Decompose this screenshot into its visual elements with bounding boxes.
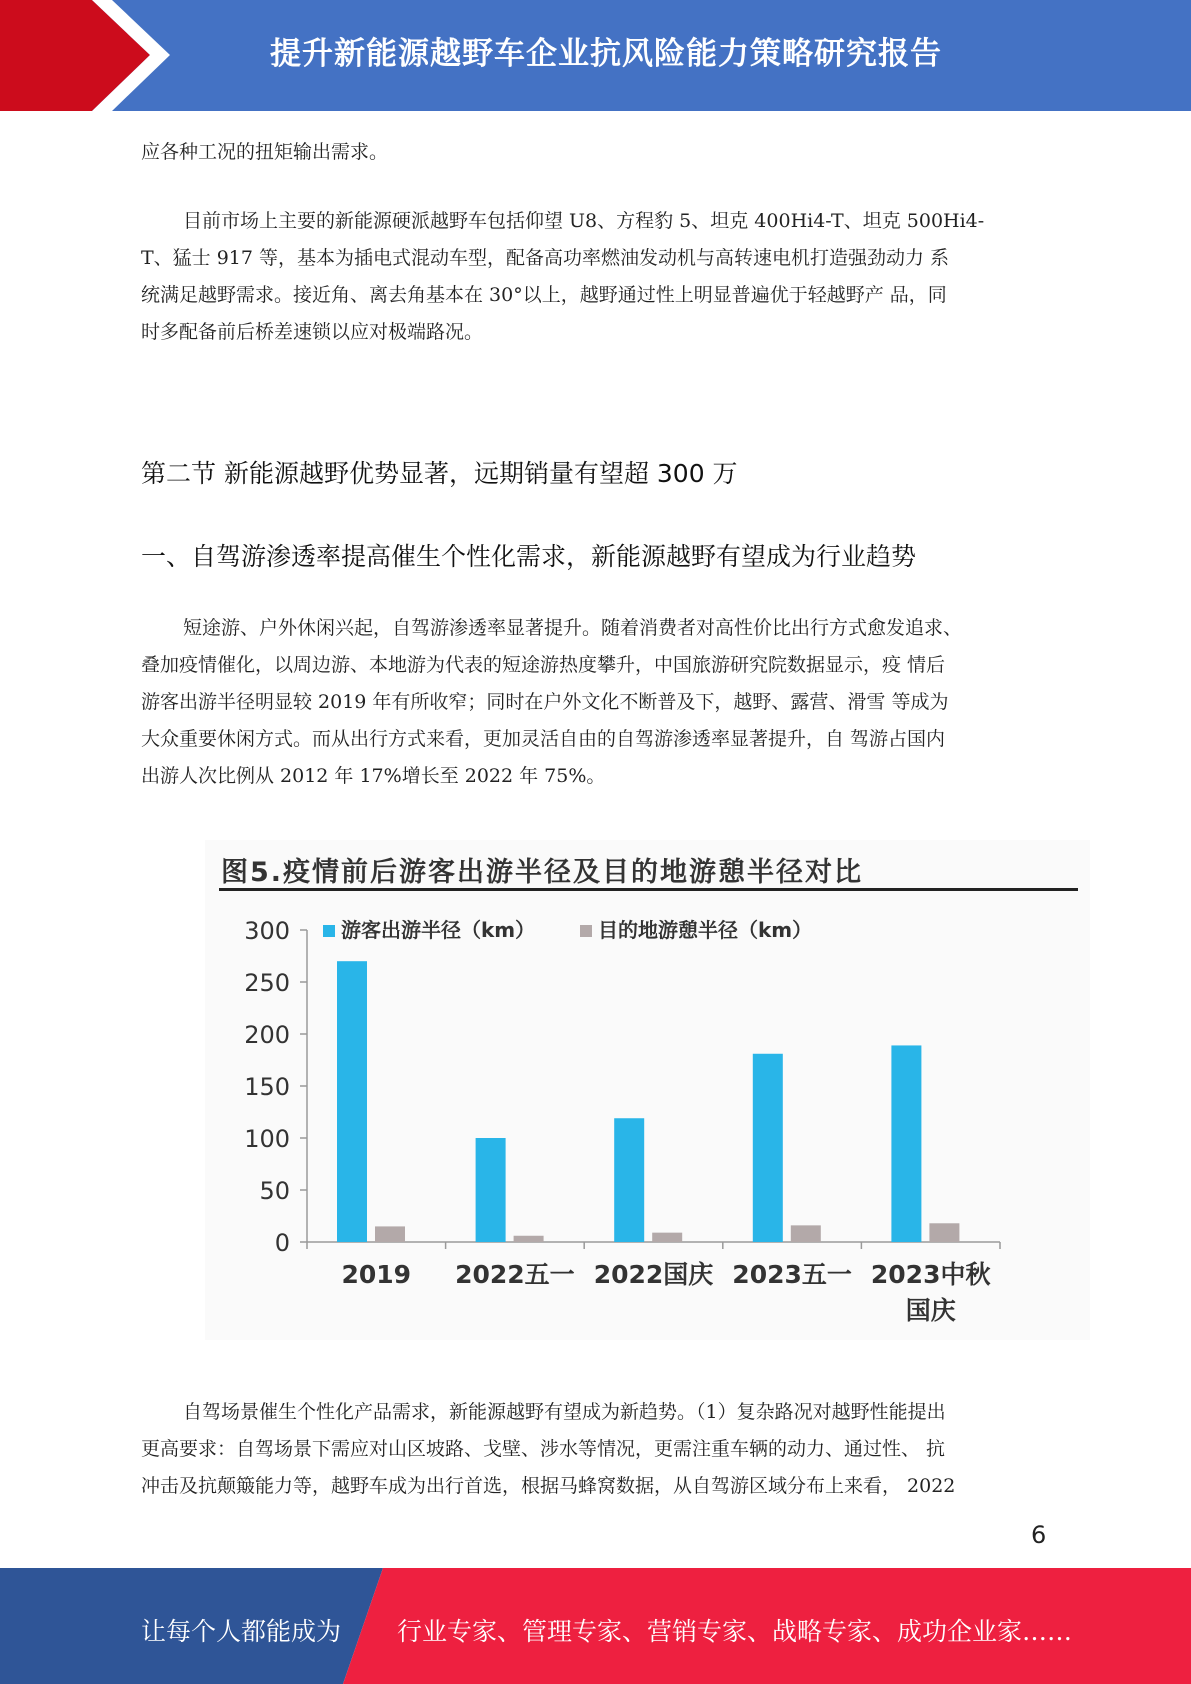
legend-label: 游客出游半径（km） — [341, 918, 536, 942]
bar-destination-radius — [791, 1225, 821, 1242]
paragraph-1: 应各种工况的扭矩输出需求。 — [141, 141, 389, 163]
x-tick-label: 2022五一 — [455, 1260, 575, 1289]
y-tick-label: 250 — [244, 969, 290, 997]
footer-slogan-left: 让每个人都能成为 — [141, 1617, 342, 1646]
page-number: 6 — [1031, 1521, 1047, 1549]
paragraph-3-line: 游客出游半径明显较 2019 年有所收窄；同时在户外文化不断普及下，越野、露营、滑雪 等成为 — [141, 691, 949, 713]
legend-swatch — [323, 925, 335, 937]
paragraph-4-line: 更高要求：自驾场景下需应对山区坡路、戈壁、涉水等情况，更需注重车辆的动力、通过性、 抗 — [141, 1438, 946, 1460]
paragraph-2-line: 时多配备前后桥差速锁以应对极端路况。 — [141, 321, 484, 343]
y-tick-label: 200 — [244, 1021, 290, 1049]
x-tick-label: 国庆 — [905, 1296, 956, 1325]
paragraph-3-line: 短途游、户外休闲兴起，自驾游渗透率显著提升。随着消费者对高性价比出行方式愈发追求、 — [183, 617, 963, 639]
y-tick-label: 0 — [274, 1229, 290, 1257]
bar-travel-radius — [891, 1045, 921, 1242]
y-tick-label: 300 — [244, 917, 290, 945]
x-tick-label: 2023中秋 — [870, 1260, 991, 1289]
bar-destination-radius — [929, 1223, 959, 1242]
bar-travel-radius — [753, 1054, 783, 1242]
paragraph-2-line: 目前市场上主要的新能源硬派越野车包括仰望 U8、方程豹 5、坦克 400Hi4-T、坦克 500Hi4- — [183, 210, 985, 232]
page-footer — [0, 1568, 1191, 1684]
paragraph-3 — [141, 610, 1041, 795]
paragraph-2-line: T、猛士 917 等，基本为插电式混动车型，配备高功率燃油发动机与高转速电机打造强劲动力 系 — [141, 247, 950, 269]
header-title: 提升新能源越野车企业抗风险能力策略研究报告 — [270, 36, 942, 72]
paragraph-4-line: 自驾场景催生个性化产品需求，新能源越野有望成为新趋势。（1）复杂路况对越野性能提出 — [183, 1401, 946, 1423]
paragraph-3-line: 叠加疫情催化，以周边游、本地游为代表的短途游热度攀升，中国旅游研究院数据显示，疫 情后 — [141, 654, 946, 676]
bar-travel-radius — [337, 961, 367, 1242]
bar-chart — [205, 840, 1090, 1340]
footer-slogan-right: 行业专家、管理专家、营销专家、战略专家、成功企业家…… — [397, 1617, 1073, 1646]
y-tick-label: 150 — [244, 1073, 290, 1101]
page-header — [0, 0, 1191, 111]
paragraph-2-line: 统满足越野需求。接近角、离去角基本在 30°以上，越野通过性上明显普遍优于轻越野产 品，同 — [141, 284, 947, 306]
x-tick-label: 2019 — [341, 1260, 412, 1289]
bar-destination-radius — [375, 1226, 405, 1242]
y-tick-label: 50 — [259, 1177, 290, 1205]
chart-figure — [205, 840, 1090, 1340]
x-tick-label: 2022国庆 — [593, 1260, 714, 1289]
paragraph-2 — [141, 203, 1041, 351]
paragraph-3-line: 出游人次比例从 2012 年 17%增长至 2022 年 75%。 — [141, 765, 606, 787]
section-title: 第二节 新能源越野优势显著，远期销量有望超 300 万 — [141, 459, 738, 488]
paragraph-4 — [141, 1394, 1041, 1505]
subsection-title: 一、自驾游渗透率提高催生个性化需求，新能源越野有望成为行业趋势 — [141, 542, 917, 571]
legend-swatch — [580, 925, 592, 937]
bar-travel-radius — [614, 1118, 644, 1242]
paragraph-4-line: 冲击及抗颠簸能力等，越野车成为出行首选，根据马蜂窝数据，从自驾游区域分布上来看， 2022 — [141, 1475, 956, 1497]
x-tick-label: 2023五一 — [732, 1260, 852, 1289]
bar-destination-radius — [652, 1233, 682, 1242]
y-tick-label: 100 — [244, 1125, 290, 1153]
bar-destination-radius — [514, 1236, 544, 1242]
chart-title: 图5.疫情前后游客出游半径及目的地游憩半径对比 — [221, 857, 864, 888]
legend-label: 目的地游憩半径（km） — [598, 918, 813, 942]
paragraph-3-line: 大众重要休闲方式。而从出行方式来看，更加灵活自由的自驾游渗透率显著提升，自 驾游占国内 — [141, 728, 946, 750]
bar-travel-radius — [476, 1138, 506, 1242]
